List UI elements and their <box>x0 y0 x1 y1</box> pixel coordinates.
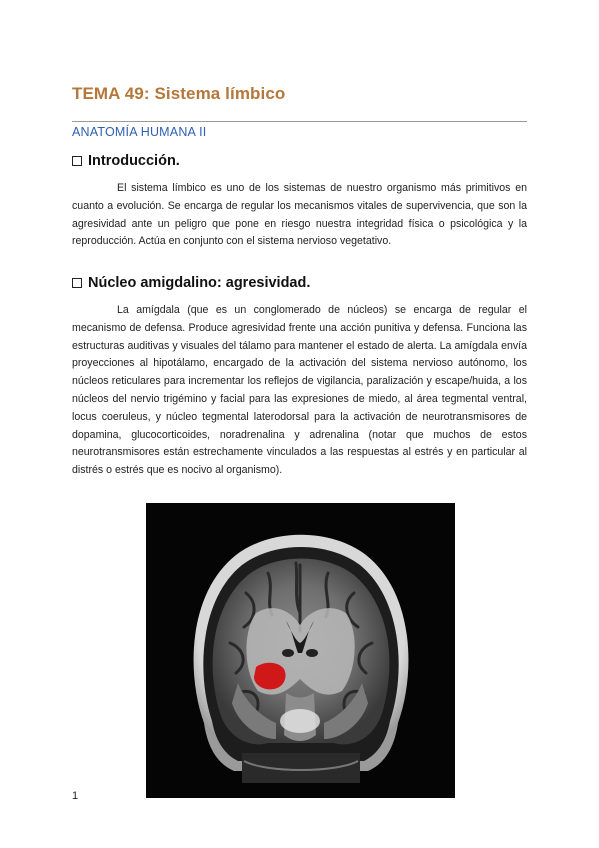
document-title: TEMA 49: Sistema límbico <box>72 84 286 103</box>
section-heading-label: Núcleo amigdalino: agresividad. <box>88 275 311 291</box>
document-subtitle: ANATOMÍA HUMANA II <box>72 125 207 139</box>
section-heading-label: Introducción. <box>88 153 180 169</box>
checkbox-icon <box>72 156 82 166</box>
section-paragraph: El sistema límbico es uno de los sistemas de nuestro organismo más primitivos en cuanto a evolución. Se encarga de regular los mecanismos vitales de supervivencia, que son la agresividad ante un peligro que pone en riesgo nuestra integridad física o psicológica y la reproducción. Actúa en conjunto con el sistema nervioso vegetativo. <box>72 182 527 248</box>
brain-mri-figure <box>146 503 455 798</box>
section-paragraph: La amígdala (que es un conglomerado de núcleos) se encarga de regular el mecanismo de defensa. Produce agresividad frente una acción punitiva y defensa. Funciona las estructuras auditivas y visuales del tálamo para mantener el estado de alerta. La amígdala envía proyecciones al hipotálamo, encargado de la activación del sistema nervioso autónomo, los núcleos reticulares para incrementar los reflejos de vigilancia, paralización y escape/huida, a los núcleos del nervio trigémino y facial para las expresiones de miedo, al área tegmental ventral, locus coeruleus, y núcleo tegmental laterodorsal para la activación de neurotransmisores de dopamina, glucocorticoides, noradrenalina y adrenalina (notar que muchos de estos neurotransmisores están estrechamente vinculados a las respuestas al estrés y en particular al distrés o estrés que es nocivo al organismo). <box>72 304 527 477</box>
title-divider <box>72 121 527 122</box>
page-number: 1 <box>72 790 79 802</box>
brain-mri-image <box>146 503 455 798</box>
section-heading-introduccion <box>72 153 180 169</box>
section-heading-nucleo-amigdalino <box>72 275 310 291</box>
checkbox-icon <box>72 278 82 288</box>
